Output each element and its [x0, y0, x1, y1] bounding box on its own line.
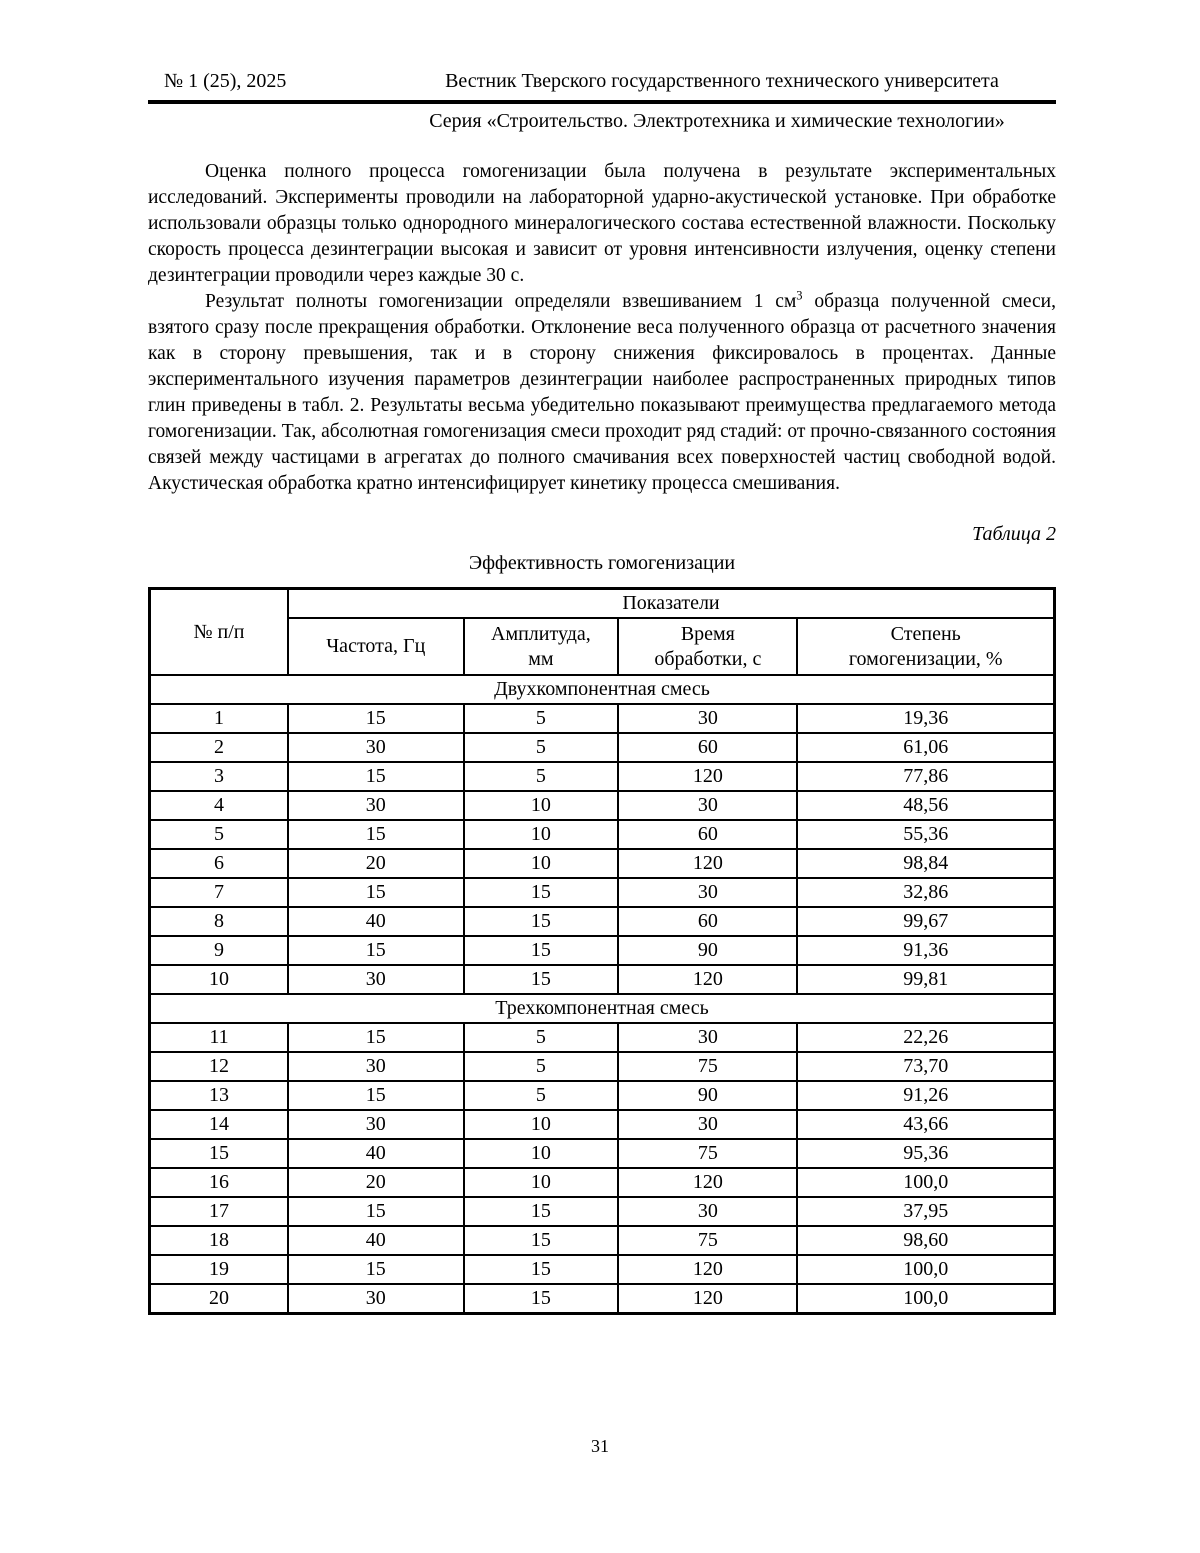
table-cell: 30: [288, 965, 464, 994]
table-cell: 15: [288, 1255, 464, 1284]
table-cell: 73,70: [797, 1052, 1054, 1081]
table-row: [150, 1139, 1055, 1168]
table-cell: 15: [288, 820, 464, 849]
table-cell: 37,95: [797, 1197, 1054, 1226]
table-cell: 5: [464, 762, 619, 791]
table-cell: 30: [618, 1197, 797, 1226]
table-section-title: Трехкомпонентная смесь: [150, 994, 1055, 1023]
table-cell: 15: [464, 965, 619, 994]
table-cell: 19: [150, 1255, 288, 1284]
table-cell: 30: [288, 1110, 464, 1139]
table-cell: 15: [288, 1081, 464, 1110]
table-cell: 1: [150, 704, 288, 733]
table-cell: 77,86: [797, 762, 1054, 791]
table-cell: 15: [288, 1197, 464, 1226]
paragraph-2-text: Результат полноты гомогенизации определяли взвешиванием 1 см: [205, 291, 797, 312]
table-cell: 15: [288, 1023, 464, 1052]
paragraph-2: [148, 289, 1056, 497]
column-header-treatment-time: Время обработки, с: [618, 618, 797, 675]
table-cell: 98,60: [797, 1226, 1054, 1255]
table-cell: 100,0: [797, 1284, 1054, 1314]
table-caption: Эффективность гомогенизации: [468, 552, 736, 574]
table-cell: 100,0: [797, 1255, 1054, 1284]
table-cell: 7: [150, 878, 288, 907]
table-row: [150, 1226, 1055, 1255]
table-cell: 15: [288, 704, 464, 733]
table-cell: 6: [150, 849, 288, 878]
table-section-row: [150, 994, 1055, 1023]
table-cell: 32,86: [797, 878, 1054, 907]
table-row: [150, 907, 1055, 936]
table-row: [150, 733, 1055, 762]
table-cell: 60: [618, 733, 797, 762]
table-cell: 30: [618, 1023, 797, 1052]
table-cell: 11: [150, 1023, 288, 1052]
paragraph-2-text-continued: образца полученной смеси, взятого сразу после прекращения обработки. Отклонение веса полученного образца от расчетного значения как в сторону превышения, так и в сторону снижения фиксировалось в процентах. Данные экспериментального изучения параметров дезинтеграции наиболее распространенных природных типов глин приведены в табл. 2. Результаты весьма убедительно показывают преимущества предлагаемого метода гомогенизации. Так, абсолютная гомогенизация смеси проходит ряд стадий: от прочно-связанного состояния связей между частицами в агрегатах до полного смачивания всех поверхностей частиц свободной водой. Акустическая обработка кратно интенсифицирует кинетику процесса смешивания.: [148, 291, 1056, 494]
table-row: [150, 1023, 1055, 1052]
table-cell: 20: [288, 1168, 464, 1197]
table-cell: 120: [618, 762, 797, 791]
table-cell: 60: [618, 907, 797, 936]
table-cell: 120: [618, 1255, 797, 1284]
table-row: [150, 1255, 1055, 1284]
table-cell: 120: [618, 849, 797, 878]
table-row: [150, 1110, 1055, 1139]
table-cell: 10: [464, 1168, 619, 1197]
page-header: [148, 0, 1056, 133]
table-cell: 16: [150, 1168, 288, 1197]
table-row: [150, 849, 1055, 878]
column-header-row-number: № п/п: [150, 589, 288, 676]
table-row: [150, 1052, 1055, 1081]
table-cell: 15: [464, 878, 619, 907]
table-cell: 30: [288, 1284, 464, 1314]
table-row: [150, 704, 1055, 733]
table-cell: 90: [618, 1081, 797, 1110]
table-cell: 9: [150, 936, 288, 965]
table-cell: 61,06: [797, 733, 1054, 762]
table-cell: 5: [464, 1023, 619, 1052]
column-header-frequency: Частота, Гц: [288, 618, 464, 675]
table-cell: 30: [618, 791, 797, 820]
table-cell: 75: [618, 1139, 797, 1168]
table-row: [150, 878, 1055, 907]
table-cell: 10: [464, 849, 619, 878]
table-cell: 14: [150, 1110, 288, 1139]
table-cell: 48,56: [797, 791, 1054, 820]
table-cell: 98,84: [797, 849, 1054, 878]
table-cell: 43,66: [797, 1110, 1054, 1139]
table-cell: 18: [150, 1226, 288, 1255]
superscript-exponent: 3: [796, 288, 803, 303]
table-cell: 15: [464, 1226, 619, 1255]
header-rule: [148, 100, 1056, 104]
journal-title: Вестник Тверского государственного технического университета: [445, 70, 999, 92]
table-cell: 30: [288, 1052, 464, 1081]
table-cell: 75: [618, 1052, 797, 1081]
table-cell: 15: [464, 936, 619, 965]
table-cell: 4: [150, 791, 288, 820]
column-group-header: Показатели: [288, 589, 1055, 619]
table-row: [150, 791, 1055, 820]
table-cell: 20: [288, 849, 464, 878]
table-row: [150, 1081, 1055, 1110]
table-cell: 30: [618, 1110, 797, 1139]
table-label: Таблица 2: [972, 523, 1056, 545]
table-cell: 10: [464, 791, 619, 820]
table-cell: 19,36: [797, 704, 1054, 733]
table-cell: 30: [288, 791, 464, 820]
table-cell: 20: [150, 1284, 288, 1314]
table-cell: 12: [150, 1052, 288, 1081]
table-cell: 40: [288, 1226, 464, 1255]
table-cell: 2: [150, 733, 288, 762]
issue-number: № 1 (25), 2025: [164, 70, 287, 92]
table-row: [150, 1197, 1055, 1226]
table-cell: 13: [150, 1081, 288, 1110]
table-cell: 10: [464, 1110, 619, 1139]
table-cell: 75: [618, 1226, 797, 1255]
table-cell: 15: [464, 1284, 619, 1314]
table-cell: 120: [618, 965, 797, 994]
table-cell: 30: [618, 704, 797, 733]
table-row: [150, 820, 1055, 849]
results-table: [148, 587, 1056, 1315]
table-row: [150, 965, 1055, 994]
table-row: [150, 1284, 1055, 1314]
paragraph-1: Оценка полного процесса гомогенизации была получена в результате экспериментальных исследований. Эксперименты проводили на лабораторной ударно-акустической установке. При обработке использовали образцы только однородного минералогического состава естественной влажности. Поскольку скорость процесса дезинтеграции высокая и зависит от уровня интенсивности излучения, оценку степени дезинтеграции проводили через каждые 30 с.: [148, 161, 1056, 286]
header-row: [148, 0, 1056, 93]
table-cell: 60: [618, 820, 797, 849]
table-cell: 55,36: [797, 820, 1054, 849]
table-cell: 22,26: [797, 1023, 1054, 1052]
table-cell: 10: [150, 965, 288, 994]
table-cell: 15: [464, 907, 619, 936]
table-cell: 30: [288, 733, 464, 762]
table-cell: 40: [288, 907, 464, 936]
column-header-amplitude: Амплитуда, мм: [464, 618, 619, 675]
table-cell: 5: [150, 820, 288, 849]
table-cell: 99,67: [797, 907, 1054, 936]
table-cell: 95,36: [797, 1139, 1054, 1168]
table-row: [150, 936, 1055, 965]
table-cell: 10: [464, 820, 619, 849]
table-cell: 120: [618, 1284, 797, 1314]
table-cell: 5: [464, 1081, 619, 1110]
table-cell: 8: [150, 907, 288, 936]
table-cell: 5: [464, 1052, 619, 1081]
table-cell: 91,26: [797, 1081, 1054, 1110]
table-cell: 99,81: [797, 965, 1054, 994]
series-title: Серия «Строительство. Электротехника и химические технологии»: [429, 110, 1005, 132]
table-cell: 15: [464, 1255, 619, 1284]
table-header-row-group: [150, 589, 1055, 619]
table-cell: 15: [150, 1139, 288, 1168]
table-cell: 90: [618, 936, 797, 965]
table-cell: 91,36: [797, 936, 1054, 965]
page-number: 31: [591, 1436, 609, 1456]
table-cell: 17: [150, 1197, 288, 1226]
table-row: [150, 762, 1055, 791]
table-cell: 10: [464, 1139, 619, 1168]
table-cell: 5: [464, 704, 619, 733]
column-header-homogenization-degree: Степень гомогенизации, %: [797, 618, 1054, 675]
table-cell: 5: [464, 733, 619, 762]
table-cell: 3: [150, 762, 288, 791]
article-body: [148, 159, 1056, 497]
table-cell: 100,0: [797, 1168, 1054, 1197]
table-section-title: Двухкомпонентная смесь: [150, 675, 1055, 704]
table-section-row: [150, 675, 1055, 704]
table-cell: 120: [618, 1168, 797, 1197]
table-row: [150, 1168, 1055, 1197]
table-cell: 15: [288, 878, 464, 907]
table-cell: 15: [288, 936, 464, 965]
table-cell: 40: [288, 1139, 464, 1168]
table-cell: 15: [288, 762, 464, 791]
table-cell: 15: [464, 1197, 619, 1226]
table-cell: 30: [618, 878, 797, 907]
